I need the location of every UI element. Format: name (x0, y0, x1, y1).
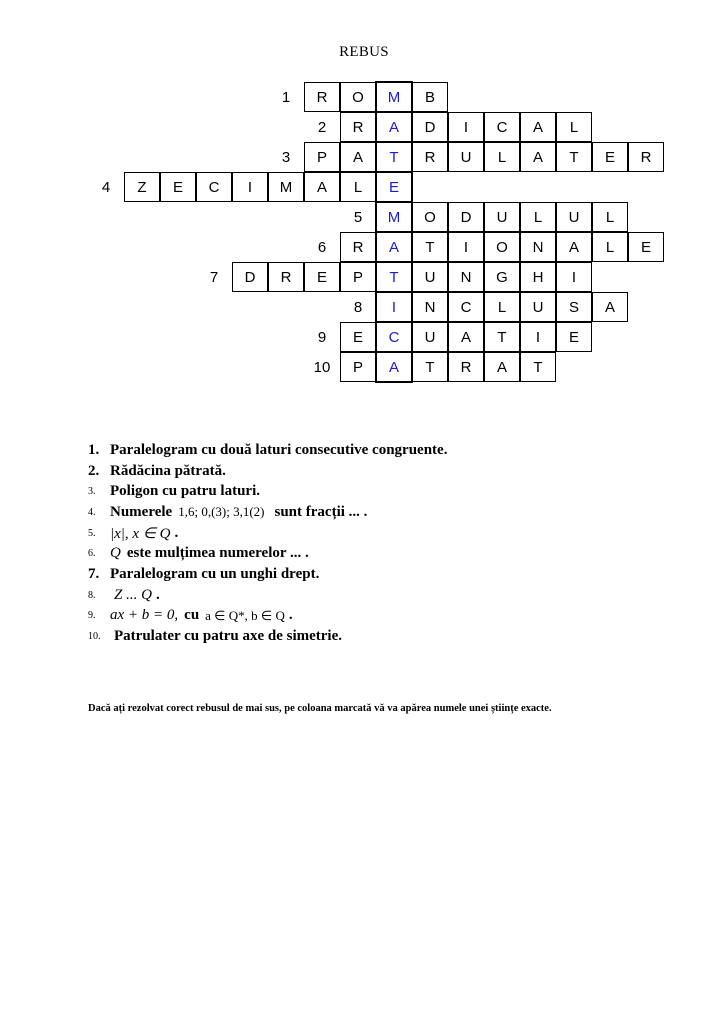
letter: U (496, 208, 508, 226)
clue-number: 9. (88, 610, 96, 622)
marked-letter-cell (376, 292, 412, 322)
clue-6 (88, 543, 688, 564)
letter: T (389, 268, 399, 286)
clue-number: 6. (88, 548, 96, 560)
row-number-4: 4 (101, 178, 111, 196)
letter: I (247, 178, 253, 196)
clue-math: |x|, x ∈ Q (110, 525, 171, 542)
clue-math: 1,6; 0,(3); 3,1(2) (178, 504, 265, 520)
letter: L (569, 118, 579, 136)
letter: C (388, 328, 400, 346)
letter-cell (556, 232, 592, 262)
letter-cell (160, 172, 196, 202)
letter: R (280, 268, 292, 286)
letter: N (532, 238, 544, 256)
letter: E (316, 268, 327, 286)
letter-cell (484, 142, 520, 172)
letter: H (532, 268, 544, 286)
letter-cell (340, 142, 376, 172)
letter: B (424, 88, 435, 106)
letter-cell (592, 292, 628, 322)
letter-cell (484, 322, 520, 352)
instructions-note: Dacă ați rezolvat corect rebusul de mai sus, pe coloana marcată vă va apărea numele unei științe exacte. (88, 703, 552, 714)
letter: E (568, 328, 579, 346)
clue-4 (88, 502, 688, 523)
letter-cell (304, 262, 340, 292)
letter-cell (448, 232, 484, 262)
letter: P (352, 358, 363, 376)
letter: E (388, 178, 399, 196)
letter-cell (520, 112, 556, 142)
letter-cell (556, 322, 592, 352)
letter: A (388, 238, 399, 256)
letter: T (569, 148, 579, 166)
clue-math: ax + b = 0, (110, 607, 179, 624)
letter-cell (304, 142, 340, 172)
clue-list (88, 440, 688, 647)
letter-cell (304, 82, 340, 112)
letter-cell (232, 262, 268, 292)
marked-letter-cell (376, 112, 412, 142)
letter: D (424, 118, 436, 136)
letter: D (460, 208, 472, 226)
clue-7 (88, 564, 688, 585)
letter: E (172, 178, 183, 196)
letter-cell (556, 142, 592, 172)
clue-3 (88, 481, 688, 502)
letter-cell (628, 142, 664, 172)
letter-cell (412, 142, 448, 172)
letter: L (497, 148, 507, 166)
letter-cell (556, 202, 592, 232)
letter: I (391, 298, 397, 316)
letter: M (387, 88, 401, 106)
letter: U (568, 208, 580, 226)
letter-cell (484, 202, 520, 232)
letter-cell (520, 322, 556, 352)
clue-10 (88, 626, 688, 647)
letter: A (388, 358, 399, 376)
clue-number: 8. (88, 589, 96, 601)
letter: A (496, 358, 507, 376)
clue-text: Numerele (110, 503, 173, 520)
letter: U (424, 268, 436, 286)
letter: T (533, 358, 543, 376)
letter: E (352, 328, 363, 346)
letter: N (424, 298, 436, 316)
letter-cell (448, 322, 484, 352)
row-number-1: 1 (281, 88, 291, 106)
letter-cell (412, 352, 448, 382)
letter: O (352, 88, 364, 106)
letter-cell (232, 172, 268, 202)
letter-cell (448, 352, 484, 382)
letter-cell (520, 142, 556, 172)
letter-cell (304, 172, 340, 202)
letter: C (460, 298, 472, 316)
letter: A (316, 178, 327, 196)
letter-cell (340, 322, 376, 352)
letter: P (316, 148, 327, 166)
letter: T (389, 148, 399, 166)
letter-cell (340, 112, 376, 142)
clue-text: . (174, 524, 179, 541)
row-number-8: 8 (353, 298, 363, 316)
letter-cell (340, 232, 376, 262)
letter: N (460, 268, 472, 286)
letter-cell (412, 292, 448, 322)
clue-2 (88, 461, 688, 482)
clue-text: Rădăcina pătrată. (110, 462, 226, 479)
letter: D (244, 268, 256, 286)
letter-cell (484, 262, 520, 292)
letter: E (604, 148, 615, 166)
clue-text: . (288, 607, 293, 624)
letter: I (463, 238, 469, 256)
letter-cell (520, 202, 556, 232)
letter-cell (412, 262, 448, 292)
clue-number: 10. (88, 631, 101, 643)
letter-cell (340, 352, 376, 382)
clue-8 (88, 585, 688, 606)
letter: A (568, 238, 579, 256)
letter: R (640, 148, 652, 166)
letter-cell (268, 262, 304, 292)
marked-letter-cell (376, 352, 412, 382)
clue-math: Z ... Q (114, 586, 152, 603)
letter: A (532, 148, 543, 166)
letter: L (497, 298, 507, 316)
letter: A (532, 118, 543, 136)
letter-cell (484, 112, 520, 142)
row-number-9: 9 (317, 328, 327, 346)
letter-cell (520, 232, 556, 262)
row-number-2: 2 (317, 118, 327, 136)
clue-text: Poligon cu patru laturi. (110, 483, 261, 500)
letter-cell (556, 292, 592, 322)
letter: U (460, 148, 472, 166)
letter-cell (484, 232, 520, 262)
letter-cell (520, 292, 556, 322)
marked-letter-cell (376, 82, 412, 112)
clue-text: Paralelogram cu un unghi drept. (110, 565, 320, 582)
letter: P (352, 268, 363, 286)
letter-cell (448, 142, 484, 172)
marked-letter-cell (376, 322, 412, 352)
letter-cell (556, 262, 592, 292)
letter: L (605, 208, 615, 226)
letter-cell (484, 292, 520, 322)
letter: I (571, 268, 577, 286)
clue-text: Paralelogram cu două laturi consecutive congruente. (110, 441, 448, 458)
letter-cell (412, 112, 448, 142)
letter: R (424, 148, 436, 166)
letter: A (604, 298, 615, 316)
letter-cell (340, 82, 376, 112)
letter-cell (520, 352, 556, 382)
letter: R (352, 118, 364, 136)
letter: T (425, 238, 435, 256)
clue-text: sunt fracții ... . (274, 503, 368, 520)
letter: M (387, 208, 401, 226)
letter-cell (412, 232, 448, 262)
clue-number: 4. (88, 506, 96, 518)
clue-1 (88, 440, 688, 461)
letter-cell (412, 202, 448, 232)
letter-cell (448, 262, 484, 292)
marked-letter-cell (376, 232, 412, 262)
letter-cell (412, 82, 448, 112)
letter: R (316, 88, 328, 106)
letter-cell (592, 232, 628, 262)
marked-letter-cell (376, 142, 412, 172)
letter-cell (268, 172, 304, 202)
row-number-10: 10 (313, 358, 331, 376)
letter-cell (592, 142, 628, 172)
letter-cell (556, 112, 592, 142)
clue-number: 3. (88, 486, 96, 498)
letter: U (424, 328, 436, 346)
clue-text: . (155, 586, 160, 603)
marked-letter-cell (376, 172, 412, 202)
letter-cell (520, 262, 556, 292)
letter: A (352, 148, 363, 166)
clue-text: Patrulater cu patru axe de simetrie. (114, 628, 342, 645)
row-number-3: 3 (281, 148, 291, 166)
clue-text: cu (184, 607, 200, 624)
letter: R (352, 238, 364, 256)
letter-cell (484, 352, 520, 382)
clue-5 (88, 523, 688, 544)
letter-cell (340, 172, 376, 202)
letter: M (279, 178, 293, 196)
clue-math: a ∈ Q*, b ∈ Q (205, 607, 285, 623)
letter: T (497, 328, 507, 346)
letter: E (640, 238, 651, 256)
page-title: REBUS (339, 44, 389, 60)
clue-text: este mulțimea numerelor ... . (126, 545, 309, 562)
letter: C (496, 118, 508, 136)
letter: A (460, 328, 471, 346)
letter-cell (196, 172, 232, 202)
letter: O (424, 208, 436, 226)
marked-letter-cell (376, 202, 412, 232)
letter: C (208, 178, 220, 196)
letter: T (425, 358, 435, 376)
clue-number: 7. (88, 565, 100, 582)
letter: U (532, 298, 544, 316)
letter-cell (448, 202, 484, 232)
letter-cell (628, 232, 664, 262)
letter: I (463, 118, 469, 136)
letter: I (535, 328, 541, 346)
letter: O (496, 238, 508, 256)
clue-9 (88, 606, 688, 627)
letter: L (533, 208, 543, 226)
clue-number: 5. (88, 527, 96, 539)
letter: G (496, 268, 508, 286)
letter: L (353, 178, 363, 196)
letter: R (460, 358, 472, 376)
row-number-5: 5 (353, 208, 363, 226)
letter: Z (137, 178, 147, 196)
letter-cell (340, 262, 376, 292)
clue-math: Q (110, 545, 121, 562)
letter: L (605, 238, 615, 256)
letter-cell (124, 172, 160, 202)
letter-cell (448, 292, 484, 322)
row-number-7: 7 (209, 268, 219, 286)
clue-number: 2. (88, 462, 100, 479)
row-number-6: 6 (317, 238, 327, 256)
clue-number: 1. (88, 441, 100, 458)
letter-cell (412, 322, 448, 352)
letter-cell (592, 202, 628, 232)
letter-cell (448, 112, 484, 142)
letter: A (388, 118, 399, 136)
marked-letter-cell (376, 262, 412, 292)
letter: S (568, 298, 579, 316)
